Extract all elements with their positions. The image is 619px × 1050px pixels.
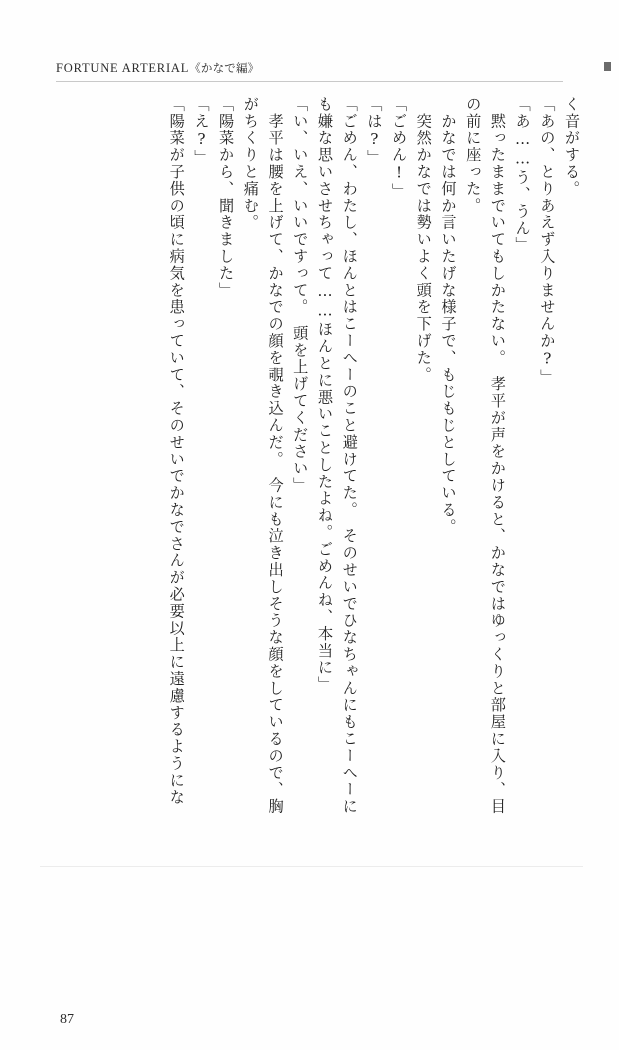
text-line: がちくりと痛む。 <box>241 96 260 232</box>
text-line: 「あ……う、うん」 <box>513 96 532 254</box>
text-line: 「ごめん、わたし、ほんとはこーへーのこと避けてた。 そのせいでひなちゃんにもこーへーに <box>340 96 359 816</box>
header-title-sub: 《かなで編》 <box>189 63 260 75</box>
header-title-main: FORTUNE ARTERIAL <box>56 61 190 75</box>
header-title <box>56 60 259 76</box>
text-line: 「陽菜から、聞きました」 <box>217 96 236 299</box>
text-line: 突然かなでは勢いよく頭を下げた。 <box>414 96 433 384</box>
text-line: く音がする。 <box>563 96 581 198</box>
text-line: 孝平は腰を上げて、かなでの顔を覗き込んだ。 今にも泣き出しそうな顔をしているので、胸 <box>266 96 285 816</box>
text-line: 黙ったままでいてもしかたない。 孝平が声をかけると、かなではゆっくりと部屋に入り、目 <box>488 96 507 816</box>
text-line: 「い、いえ、いいですって。 頭を上げてください」 <box>291 96 310 494</box>
running-header <box>56 60 563 82</box>
text-line: かなでは何か言いたげな様子で、もじもじとしている。 <box>439 96 458 536</box>
text-line: 「は?」 <box>365 96 384 167</box>
page-edge-mark <box>604 62 611 71</box>
page-number: 87 <box>60 1012 74 1027</box>
text-line: 「あの、とりあえず入りませんか?」 <box>538 96 557 387</box>
text-line: も嫌な思いさせちゃって……ほんとに悪いことしたよね。ごめんね、本当に」 <box>315 96 334 694</box>
scan-artifact-line <box>40 866 583 867</box>
header-divider <box>56 81 563 82</box>
vertical-text-body <box>30 96 579 976</box>
text-line: 「ごめん!」 <box>390 96 409 201</box>
text-line: 「え?」 <box>192 96 211 167</box>
text-line: の前に座った。 <box>464 96 483 215</box>
text-line: 「陽菜が子供の頃に病気を患っていて、そのせいでかなでさんが必要以上に遠慮するようにな <box>167 96 186 806</box>
